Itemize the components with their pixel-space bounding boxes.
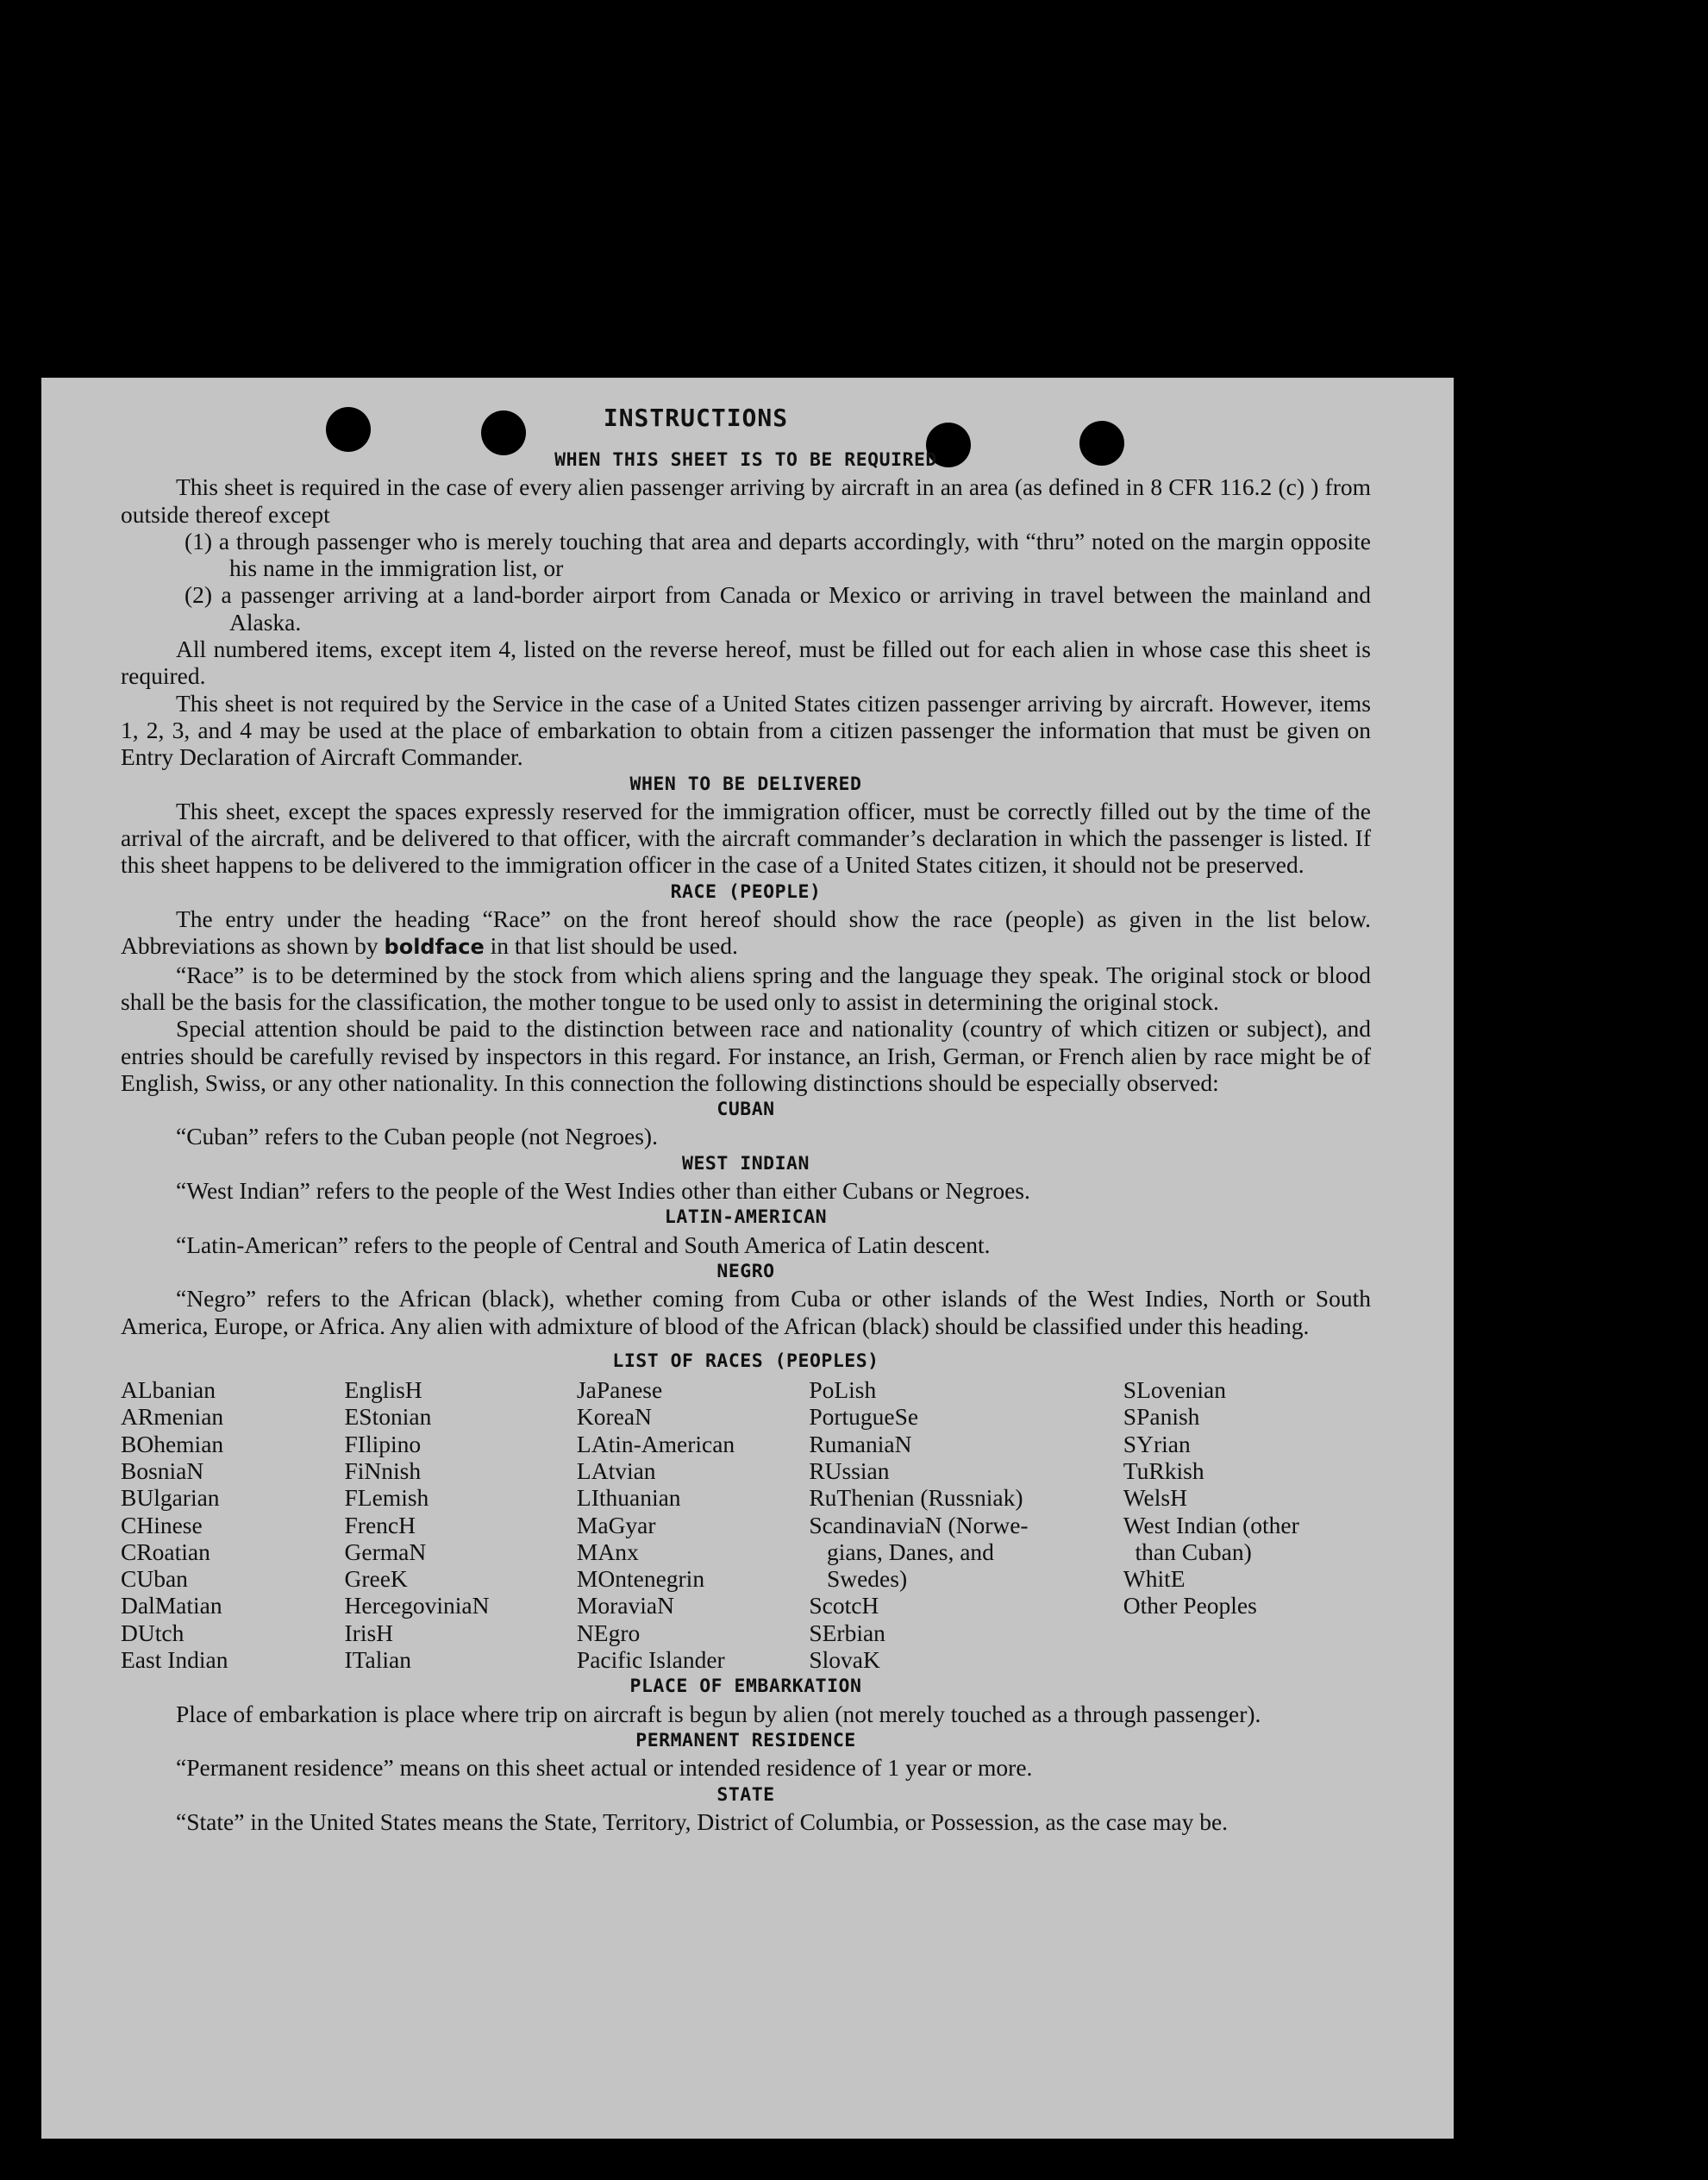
race-item: GermaN <box>344 1538 427 1565</box>
document-sheet <box>41 378 1454 2139</box>
race-item: than Cuban) <box>1123 1538 1252 1565</box>
section-heading: PERMANENT RESIDENCE <box>635 1729 856 1751</box>
race-item: FrencH <box>344 1511 416 1538</box>
race-item: EStonian <box>344 1403 432 1431</box>
race-column <box>809 1376 1123 1673</box>
text-span-bold: boldface <box>384 935 485 960</box>
paragraph: “Race” is to be determined by the stock from which aliens spring and the language they speak. The original stock or blood shall be the basis for the classification, the mother tongue to be used only to assist in determining the original stock. <box>121 961 1371 1015</box>
race-item: East Indian <box>121 1646 228 1674</box>
race-column <box>577 1376 809 1673</box>
race-column <box>345 1376 577 1673</box>
race-column <box>121 1376 345 1673</box>
race-item: LAtin-American <box>576 1430 735 1457</box>
race-item: BosniaN <box>121 1456 204 1484</box>
race-item: NEgro <box>576 1619 641 1646</box>
race-item: EnglisH <box>344 1376 422 1404</box>
race-item: MoraviaN <box>576 1592 674 1619</box>
race-item: HercegoviniaN <box>344 1592 490 1619</box>
section-heading: LIST OF RACES (PEOPLES) <box>612 1350 879 1372</box>
race-item: TuRkish <box>1123 1456 1204 1484</box>
race-item: FiNnish <box>344 1456 422 1484</box>
section-heading: WEST INDIAN <box>682 1152 810 1175</box>
section-heading: NEGRO <box>716 1260 775 1282</box>
race-item: Swedes) <box>809 1565 908 1593</box>
race-item: SlovaK <box>809 1646 880 1674</box>
race-item: JaPanese <box>576 1376 663 1404</box>
race-item: FIlipino <box>344 1430 422 1457</box>
list-item: (1) a through passenger who is merely touching that area and departs accordingly, with “thru” noted on the margin opposite his name in the immigration list, or <box>185 527 1371 582</box>
paragraph: “Latin-American” refers to the people of Central and South America of Latin descent. <box>176 1231 991 1258</box>
race-item: PoLish <box>809 1376 877 1404</box>
section-heading: PLACE OF EMBARKATION <box>629 1676 862 1698</box>
paragraph: “State” in the United States means the State, Territory, District of Columbia, or Possession, as the case may be. <box>176 1807 1229 1835</box>
race-item: LAtvian <box>576 1456 656 1484</box>
section-heading: CUBAN <box>716 1099 775 1121</box>
text-span: The entry under the heading “Race” on the front hereof should show the race (people) as given in the list below. Abbreviations as shown by <box>121 905 1371 960</box>
paragraph: This sheet is not required by the Service in the case of a United States citizen passenger arriving by aircraft. However, items 1, 2, 3, and 4 may be used at the place of embarkation to obtain from a citizen passenger the information that must be given on Entry Declaration of Aircraft Commander. <box>121 689 1371 771</box>
race-item: SYrian <box>1123 1430 1191 1457</box>
race-item: ScandinaviaN (Norwe- <box>809 1511 1029 1538</box>
race-item: IrisH <box>344 1619 394 1646</box>
race-item: DUtch <box>121 1619 185 1646</box>
text-span: in that list should be used. <box>490 932 738 960</box>
race-item: PortugueSe <box>809 1403 919 1431</box>
section-heading: LATIN-AMERICAN <box>664 1206 828 1229</box>
list-item: (2) a passenger arriving at a land-border airport from Canada or Mexico or arriving in travel between the mainland and Alaska. <box>185 581 1371 636</box>
race-list <box>121 1376 1371 1673</box>
race-item: West Indian (other <box>1123 1511 1299 1538</box>
race-item: MaGyar <box>576 1511 656 1538</box>
paragraph: This sheet is required in the case of every alien passenger arriving by aircraft in an area (as defined in 8 CFR 116.2 (c) ) from outside thereof except <box>121 473 1371 528</box>
section-heading: WHEN TO BE DELIVERED <box>629 773 862 795</box>
race-item: CHinese <box>121 1511 203 1538</box>
race-item: CUban <box>121 1565 188 1593</box>
race-item: KoreaN <box>576 1403 652 1431</box>
race-item: ALbanian <box>121 1376 216 1404</box>
race-item: MOntenegrin <box>576 1565 705 1593</box>
race-item: SLovenian <box>1123 1376 1226 1404</box>
paragraph: “Negro” refers to the African (black), whether coming from Cuba or other islands of the West Indies, North or South America, Europe, or Africa. Any alien with admixture of blood of the African (black) should be classified under this heading. <box>121 1285 1371 1339</box>
race-item: MAnx <box>576 1538 639 1565</box>
paragraph: “West Indian” refers to the people of the West Indies other than either Cubans or Negroes. <box>176 1177 1030 1205</box>
paragraph: “Permanent residence” means on this sheet actual or intended residence of 1 year or more. <box>176 1754 1033 1782</box>
race-item: SPanish <box>1123 1403 1200 1431</box>
section-heading: RACE (PEOPLE) <box>670 880 822 903</box>
race-item: ITalian <box>344 1646 411 1674</box>
section-heading: STATE <box>716 1783 775 1806</box>
race-item: BUlgarian <box>121 1484 220 1512</box>
race-item: RumaniaN <box>809 1430 912 1457</box>
race-item: SErbian <box>809 1619 885 1646</box>
race-item: WhitE <box>1123 1565 1186 1593</box>
page-title: INSTRUCTIONS <box>603 404 789 432</box>
section-heading: WHEN THIS SHEET IS TO BE REQUIRED <box>554 449 937 471</box>
race-item: ScotcH <box>809 1592 879 1619</box>
race-item: BOhemian <box>121 1430 224 1457</box>
paragraph: All numbered items, except item 4, listed on the reverse hereof, must be filled out for each alien in whose case this sheet is required. <box>121 636 1371 690</box>
race-item: RUssian <box>809 1456 890 1484</box>
race-item: RuThenian (Russniak) <box>809 1484 1023 1512</box>
paragraph: This sheet, except the spaces expressly reserved for the immigration officer, must be correctly filled out by the time of the arrival of the aircraft, and be delivered to that officer, with the aircraft commander’s declaration in which the passenger is listed. If this sheet happens to be delivered to the immigration officer in the case of a United States citizen, it should not be preserved. <box>121 797 1371 879</box>
paragraph: Place of embarkation is place where trip on aircraft is begun by alien (not merely touched as a through passenger). <box>176 1700 1261 1727</box>
paragraph: Special attention should be paid to the distinction between race and nationality (country of which citizen or subject), and entries should be carefully revised by inspectors in this regard. For instance, an Irish, German, or French alien by race might be of English, Swiss, or any other nationality. In this connection the following distinctions should be especially observed: <box>121 1015 1371 1096</box>
race-item: Pacific Islander <box>576 1646 725 1674</box>
race-item: FLemish <box>344 1484 429 1512</box>
race-item: ARmenian <box>121 1403 224 1431</box>
race-item: WelsH <box>1123 1484 1187 1512</box>
paragraph: “Cuban” refers to the Cuban people (not Negroes). <box>176 1123 658 1150</box>
paragraph <box>121 905 1371 962</box>
race-item: Other Peoples <box>1123 1592 1257 1619</box>
race-item: CRoatian <box>121 1538 210 1565</box>
race-item: DalMatian <box>121 1592 222 1619</box>
instructions-body <box>121 447 1371 1835</box>
race-item: GreeK <box>344 1565 408 1593</box>
race-item: LIthuanian <box>576 1484 681 1512</box>
race-column <box>1123 1376 1371 1673</box>
race-item: gians, Danes, and <box>809 1538 994 1565</box>
